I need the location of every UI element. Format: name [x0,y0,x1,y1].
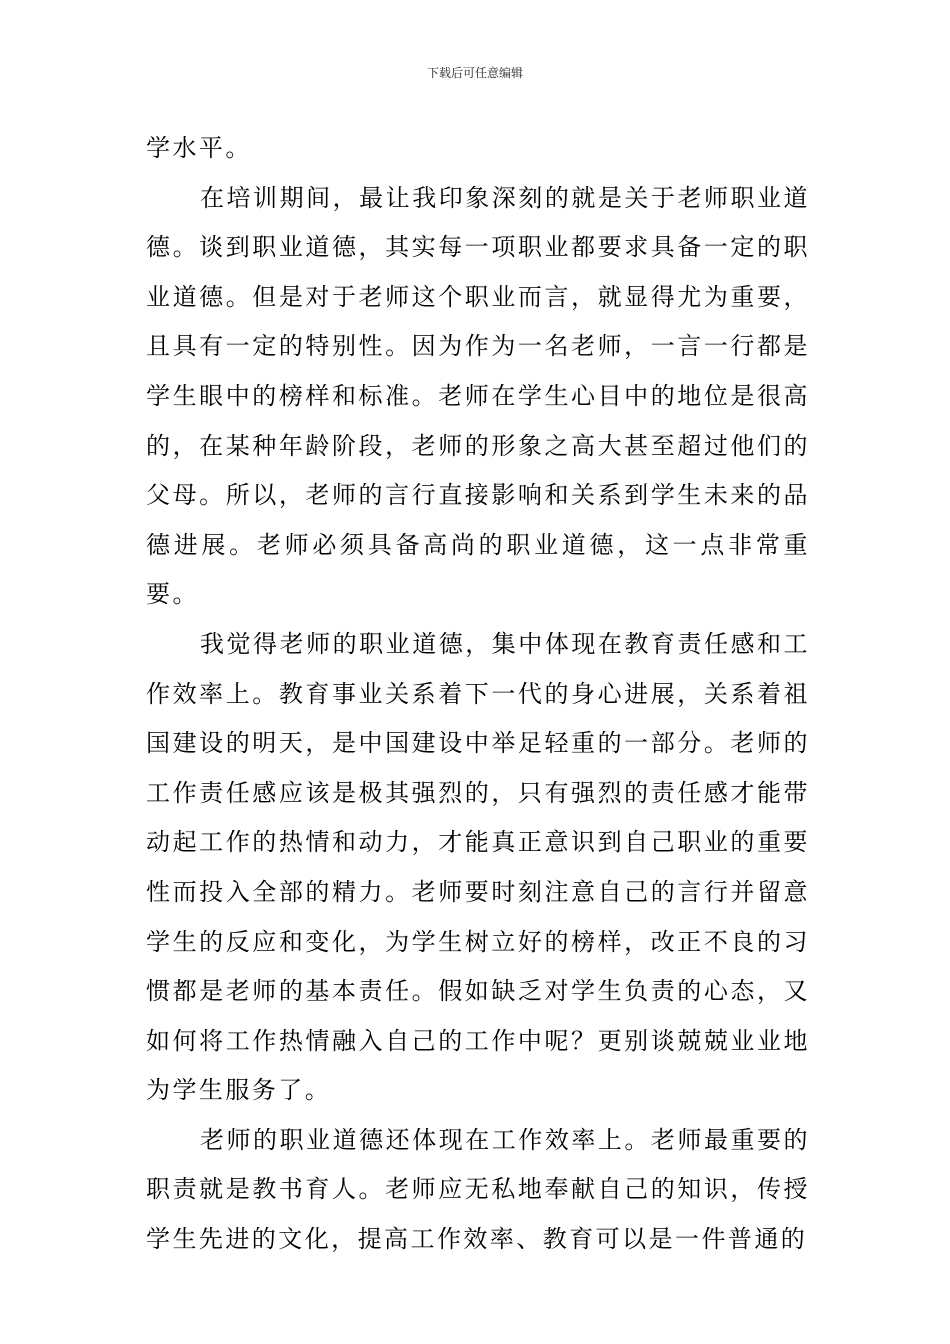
paragraph-4: 老师的职业道德还体现在工作效率上。老师最重要的职责就是教书育人。老师应无私地奉献自己的知识，传授学生先进的文化，提高工作效率、教育可以是一件普通的 [146,1125,810,1254]
document-body [146,124,810,1265]
paragraph-3: 我觉得老师的职业道德，集中体现在教育责任感和工作效率上。教育事业关系着下一代的身心进展，关系着祖国建设的明天，是中国建设中举足轻重的一部分。老师的工作责任感应该是极其强烈的，只有强烈的责任感才能带动起工作的热情和动力，才能真正意识到自己职业的重要性而投入全部的精力。老师要时刻注意自己的言行并留意学生的反应和变化，为学生树立好的榜样，改正不良的习惯都是老师的基本责任。假如缺乏对学生负责的心态，又如何将工作热情融入自己的工作中呢？更别谈兢兢业业地为学生服务了。 [146,629,810,1105]
page-header: 下载后可任意编辑 [426,66,523,80]
paragraph-2: 在培训期间，最让我印象深刻的就是关于老师职业道德。谈到职业道德，其实每一项职业都要求具备一定的职业道德。但是对于老师这个职业而言，就显得尤为重要，且具有一定的特别性。因为作为一名老师，一言一行都是学生眼中的榜样和标准。老师在学生心目中的地位是很高的，在某种年龄阶段，老师的形象之高大甚至超过他们的父母。所以，老师的言行直接影响和关系到学生未来的品德进展。老师必须具备高尚的职业道德，这一点非常重要。 [146,183,810,609]
paragraph-1: 学水平。 [146,134,252,162]
